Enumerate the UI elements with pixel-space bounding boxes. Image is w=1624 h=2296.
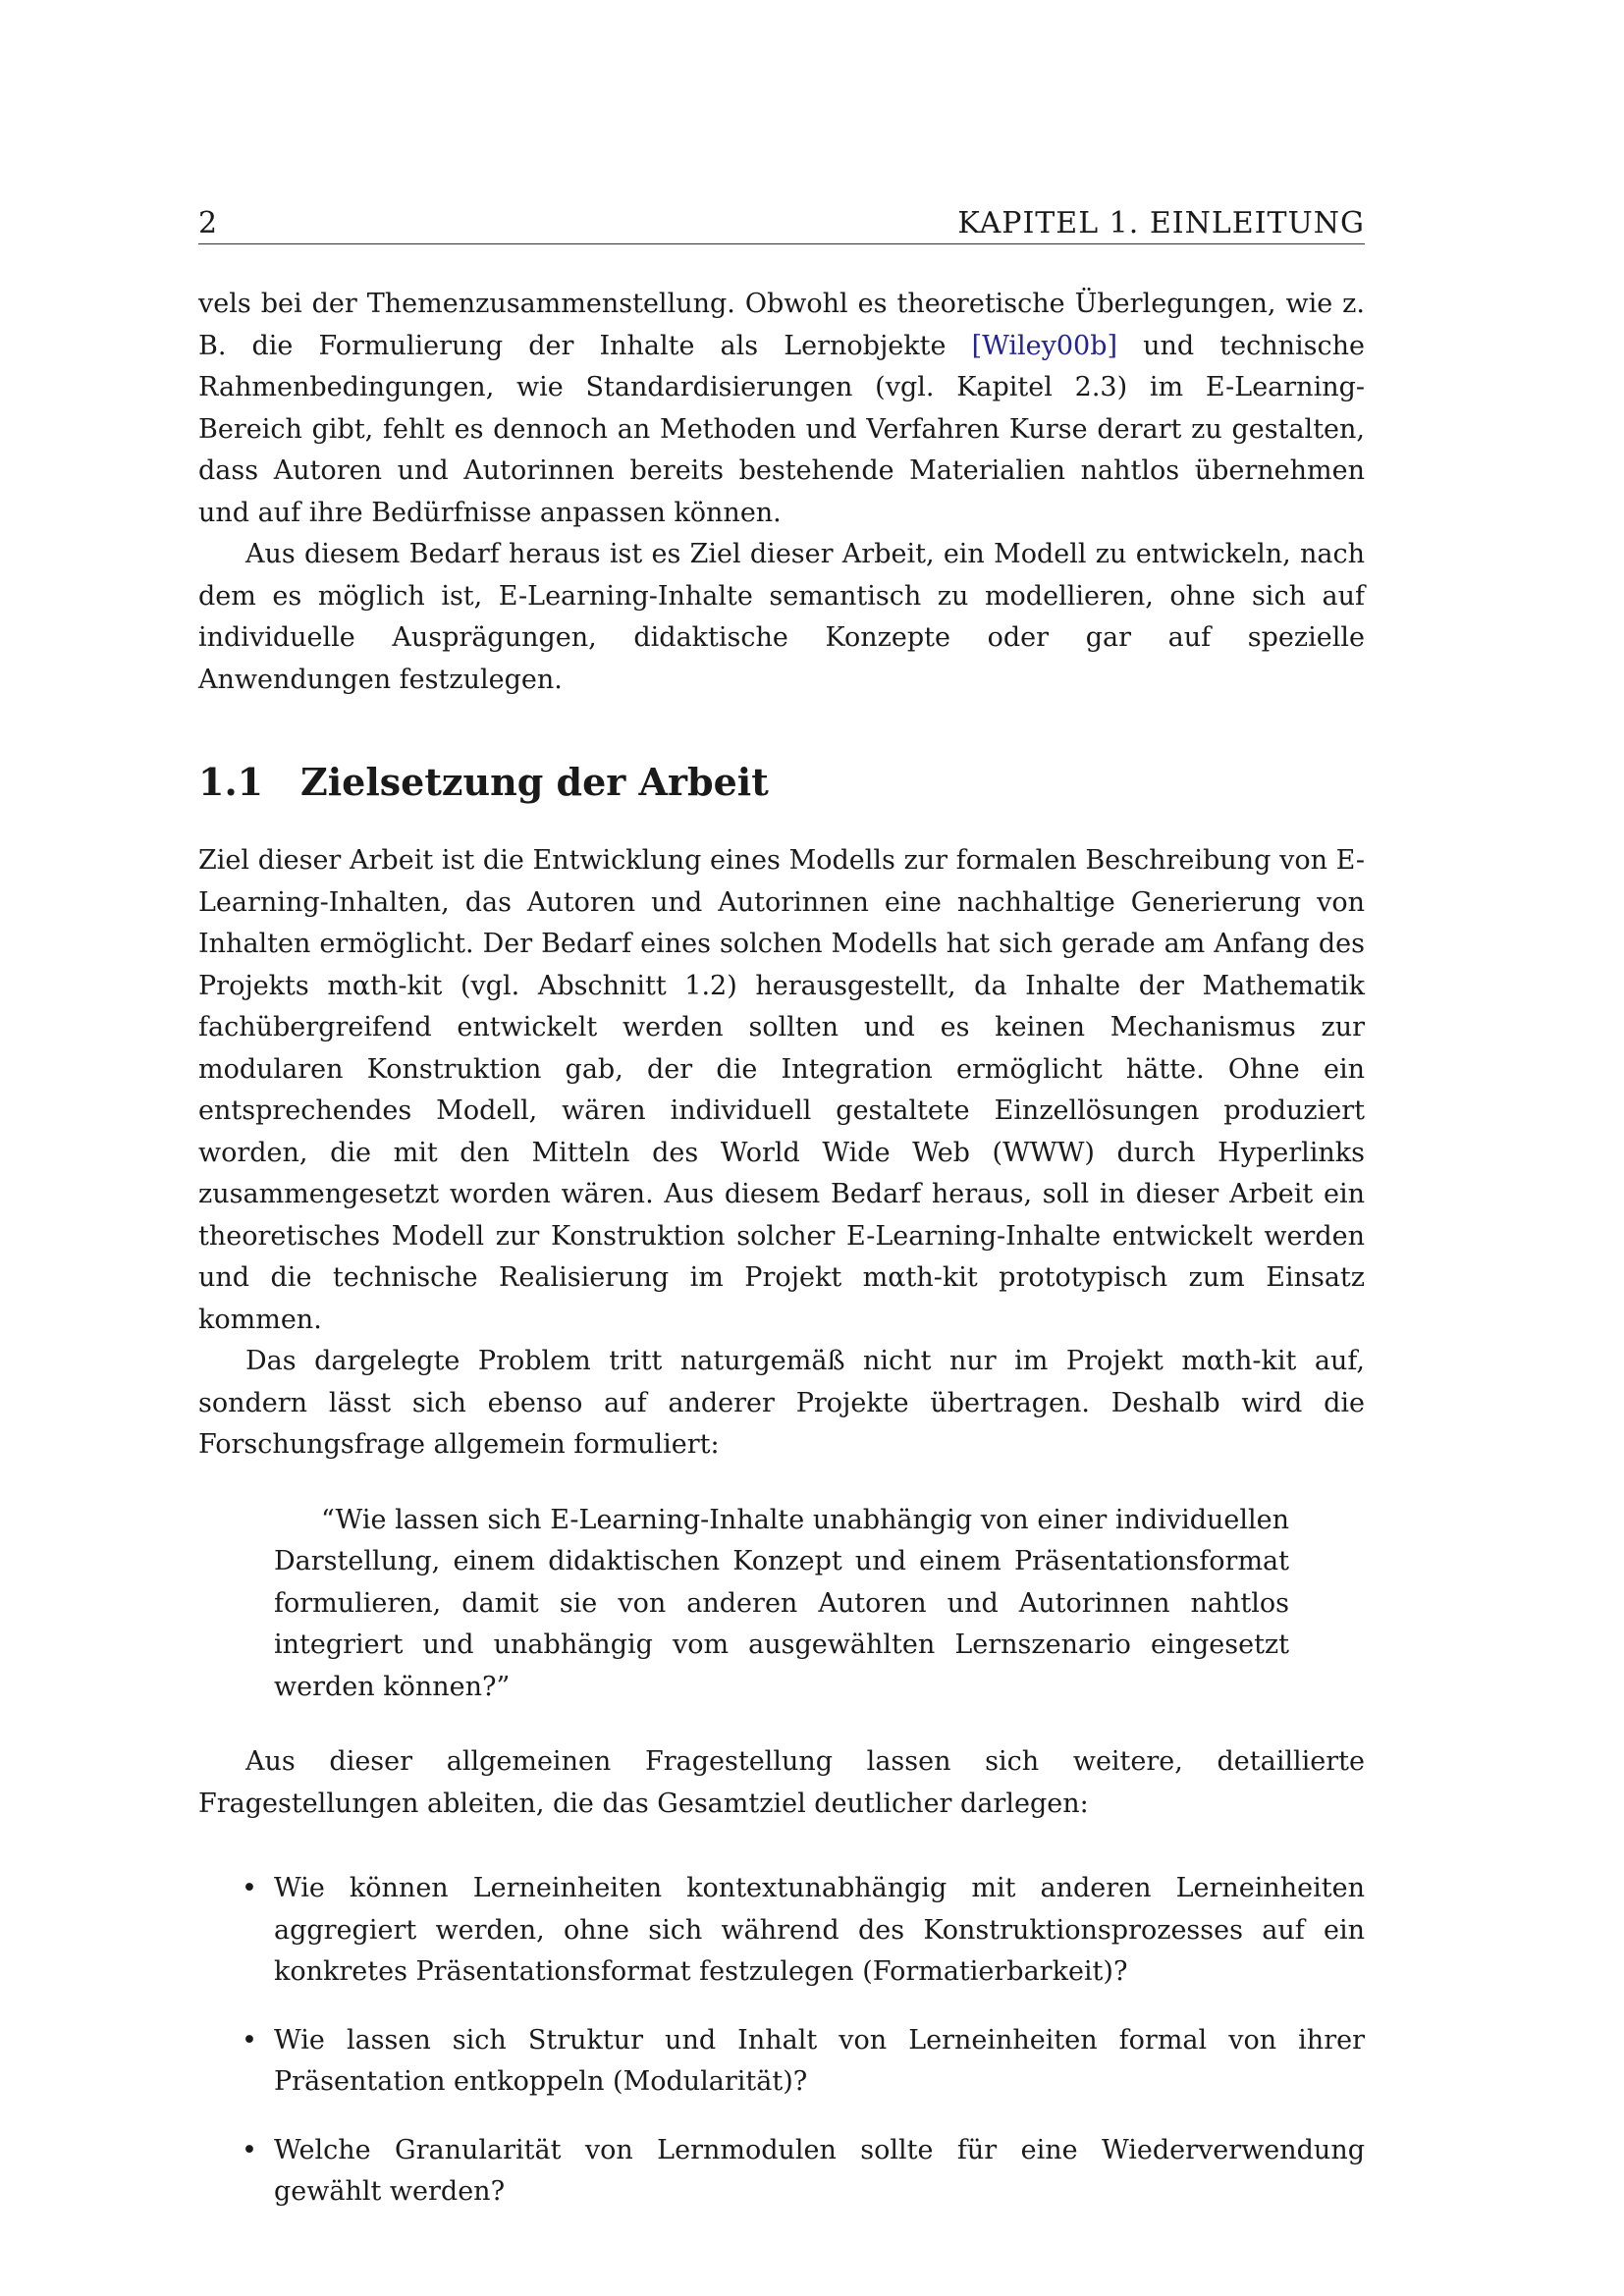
section-paragraph-2: Das dargelegte Problem tritt naturgemäß nicht nur im Projekt mαth-kit auf, sondern lässt sich ebenso auf anderer Projekte übertragen. Deshalb wird die Forschungsfrage allgemein formuliert: (198, 1346, 1365, 1460)
section-paragraph-1: Ziel dieser Arbeit ist die Entwicklung eines Modells zur formalen Beschreibung von E-Learning-Inhalten, das Autoren und Autorinnen eine nachhaltige Generierung von Inhalten ermöglicht. Der Bedarf eines solchen Modells hat sich gerade am Anfang des Projekts mαth-kit (vgl. Abschnitt 1.2) herausgestellt, da Inhalte der Mathematik fachübergreifend entwickelt werden sollten und es keinen Mechanismus zur modularen Konstruktion gab, der die Integration ermöglicht hätte. Ohne ein entsprechendes Modell, wären individuell gestaltete Einzellösungen produziert worden, die mit den Mitteln des World Wide Web (WWW) durch Hyperlinks zusammengesetzt worden wären. Aus diesem Bedarf heraus, soll in dieser Arbeit ein theoretisches Modell zur Konstruktion solcher E-Learning-Inhalte entwickelt werden und die technische Realisierung im Projekt mαth-kit prototypisch zum Einsatz kommen. (198, 845, 1365, 1335)
document-page (198, 204, 1365, 2240)
research-question-quote (274, 1500, 1289, 1709)
running-header (198, 204, 1365, 244)
intro-paragraph-1-part-b: und technische Rahmenbedingungen, wie Standardisierungen (vgl. Kapitel 2.3) im E-Learning-Bereich gibt, fehlt es dennoch an Methoden und Verfahren Kurse derart zu gestalten, dass Autoren und Autorinnen bereits bestehende Materialien nahtlos übernehmen und auf ihre Bedürfnisse anpassen können. (198, 330, 1365, 528)
list-item (198, 1868, 1365, 1994)
research-question-text: “Wie lassen sich E-Learning-Inhalte unabhängig von einer individuellen Darstellung, einem didaktischen Konzept und einem Präsentationsformat formulieren, damit sie von anderen Autoren und Autorinnen nahtlos integriert und unabhängig vom ausgewählten Lernszenario eingesetzt werden können?” (274, 1504, 1289, 1702)
section-number: 1.1 (198, 760, 264, 804)
bullet-icon: • (242, 2134, 257, 2165)
section-heading (198, 758, 1365, 807)
list-item-text: Wie können Lerneinheiten kontextunabhängig mit anderen Lerneinheiten aggregiert werden, ohne sich während des Konstruktionsprozesses auf ein konkretes Präsentationsformat festzulegen (Formatierbarkeit)? (274, 1873, 1365, 1987)
list-item (198, 2020, 1365, 2104)
list-item-text: Welche Granularität von Lernmodulen sollte für eine Wiederverwendung gewählt werden? (274, 2134, 1365, 2207)
page-number: 2 (198, 206, 218, 240)
chapter-title: KAPITEL 1. EINLEITUNG (957, 206, 1365, 240)
bullet-icon: • (242, 1873, 257, 1903)
intro-paragraph-1-part-a: vels bei der Themenzusammenstellung. Obwohl es theoretische Überlegungen, wie z. B. die Formulierung der Inhalte als Lernobjekte (198, 289, 1365, 361)
intro-paragraph-2: Aus diesem Bedarf heraus ist es Ziel dieser Arbeit, ein Modell zu entwickeln, nach dem es möglich ist, E-Learning-Inhalte semantisch zu modellieren, ohne sich auf individuelle Ausprägungen, didaktische Konzepte oder gar auf spezielle Anwendungen festzulegen. (198, 539, 1365, 695)
section-paragraph-3: Aus dieser allgemeinen Fragestellung lassen sich weitere, detaillierte Fragestellungen ableiten, die das Gesamtziel deutlicher darlegen: (198, 1746, 1365, 1819)
intro-paragraph-1 (198, 284, 1365, 534)
detailed-questions-list (198, 1868, 1365, 2214)
section-title: Zielsetzung der Arbeit (300, 760, 769, 804)
list-item-text: Wie lassen sich Struktur und Inhalt von Lerneinheiten formal von ihrer Präsentation entkoppeln (Modularität)? (274, 2024, 1365, 2097)
list-item (198, 2130, 1365, 2214)
citation-link-wiley00b[interactable]: [Wiley00b] (971, 330, 1118, 361)
bullet-icon: • (242, 2024, 257, 2056)
